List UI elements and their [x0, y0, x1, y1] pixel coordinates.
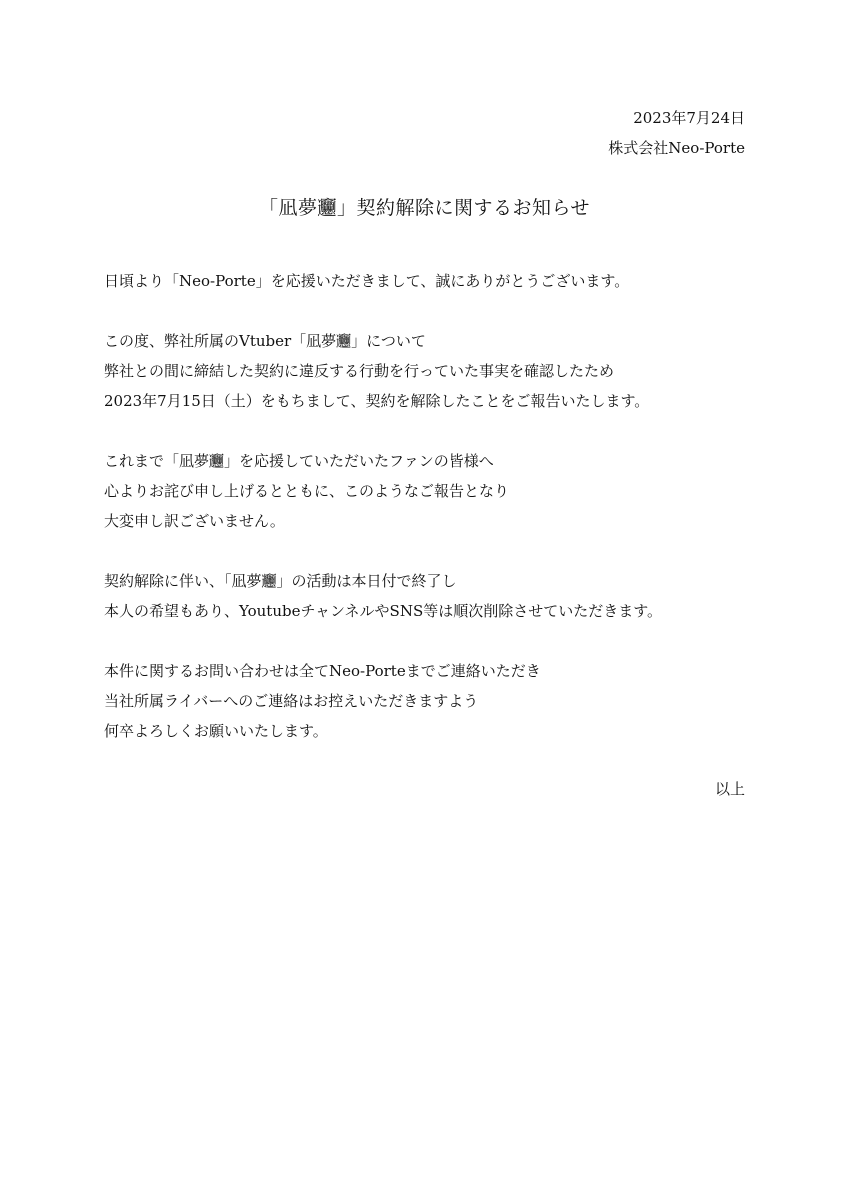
paragraph-announcement — [104, 326, 764, 416]
document-body — [104, 266, 764, 776]
body-line: 当社所属ライバーへのご連絡はお控えいただきますよう — [104, 692, 479, 710]
paragraph-contact — [104, 656, 764, 746]
document-header — [608, 103, 745, 163]
body-line: この度、弊社所属のVtuber「凪夢𰻞」について — [104, 332, 426, 350]
issue-date: 2023年7月24日 — [633, 109, 745, 127]
body-line: 心よりお詫び申し上げるとともに、このようなご報告となり — [104, 482, 510, 500]
body-line: 日頃より「Neo-Porte」を応援いただきまして、誠にありがとうございます。 — [104, 272, 630, 290]
closing-mark: 以上 — [714, 780, 745, 798]
paragraph-greeting — [104, 266, 764, 296]
document-title: 「凪夢𰻞」契約解除に関するお知らせ — [259, 197, 590, 219]
body-line: 本人の希望もあり、YoutubeチャンネルやSNS等は順次削除させていただきます。 — [104, 602, 663, 620]
body-line: 本件に関するお問い合わせは全てNeo-Porteまでご連絡いただき — [104, 662, 541, 680]
body-line: これまで「凪夢𰻞」を応援していただいたファンの皆様へ — [104, 452, 494, 470]
body-line: 2023年7月15日（土）をもちまして、契約を解除したことをご報告いたします。 — [104, 392, 650, 410]
paragraph-activity-end — [104, 566, 764, 626]
body-line: 何卒よろしくお願いいたします。 — [104, 722, 328, 740]
body-line: 契約解除に伴い、「凪夢𰻞」の活動は本日付で終了し — [104, 572, 457, 590]
body-line: 大変申し訳ございません。 — [104, 512, 285, 530]
paragraph-apology — [104, 446, 764, 536]
body-line: 弊社との間に締結した契約に違反する行動を行っていた事実を確認したため — [104, 362, 615, 380]
company-name: 株式会社Neo-Porte — [608, 139, 745, 157]
